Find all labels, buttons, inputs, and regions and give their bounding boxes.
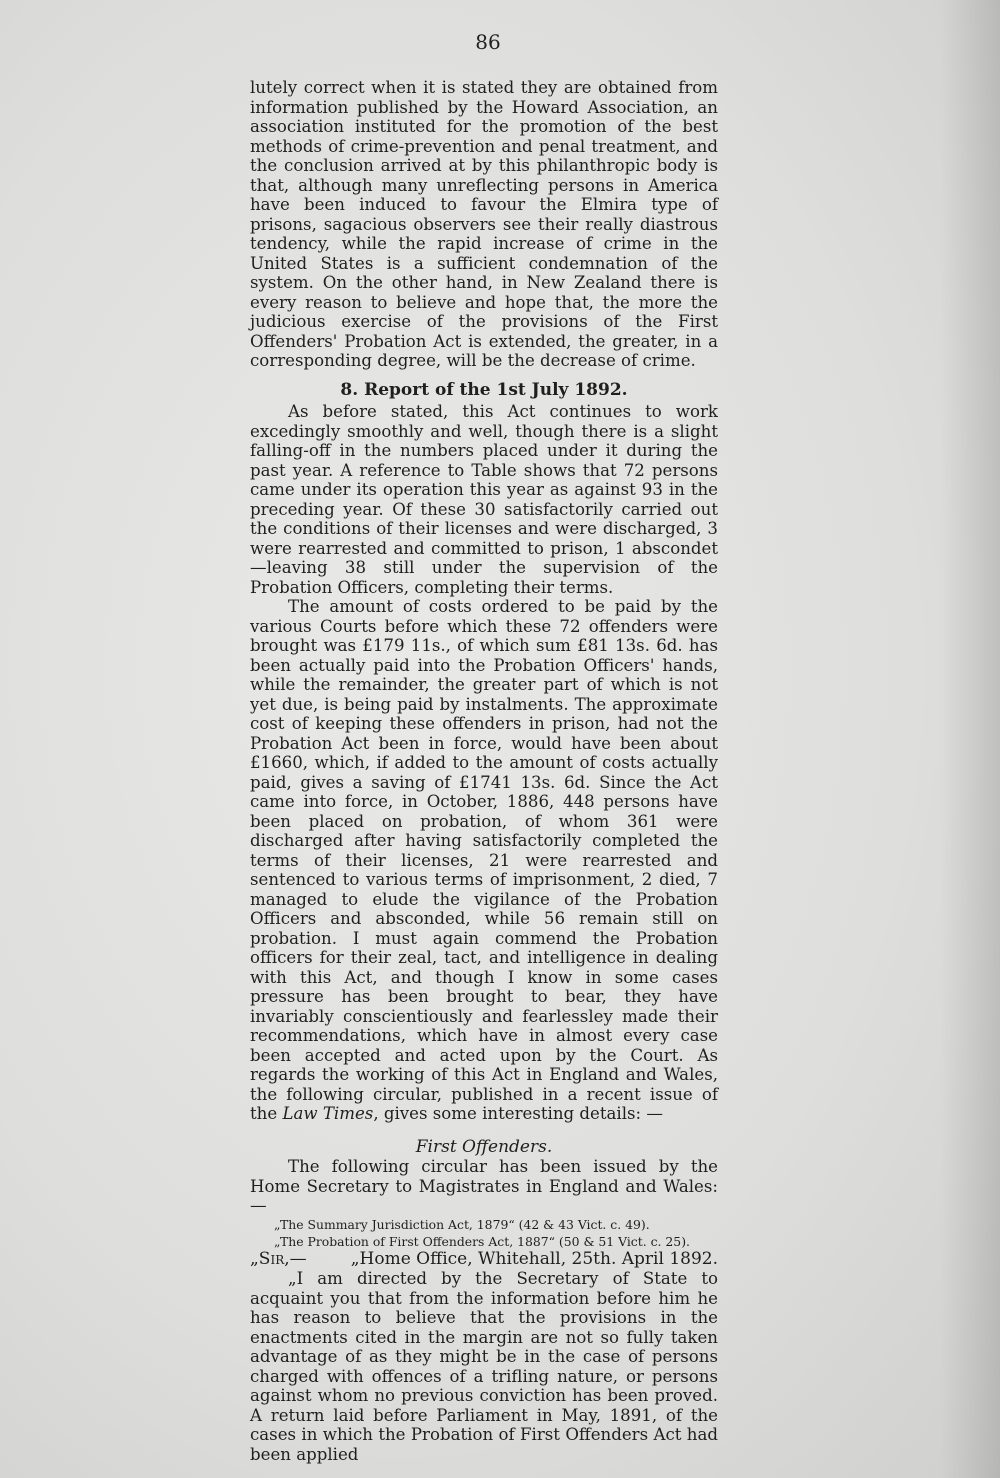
paragraph-5: „I am directed by the Secretary of State to acquaint you that from the information before him he has reason to believe that the provisions in the enactments cited in the margin are not so fully taken advantage of as they might be in the case of persons charged with offences of a trifling nature, or persons against whom no previous conviction has been proved. A return laid before Parliament in May, 1891, of the cases in which the Probation of First Offenders Act had been applied (250, 1269, 718, 1464)
paragraph-2: As before stated, this Act continues to work excedingly smoothly and well, though there is a slight falling-off in the numbers placed under it during the past year. A reference to Table shows that 72 persons came under its operation this year as against 93 in the preceding year. Of these 30 satisfactorily carried out the conditions of their licenses and were discharged, 3 were rearrested and committed to prison, 1 abscondet—leaving 38 still under the supervision of the Probation Officers, completing their terms. (250, 402, 718, 597)
law-times-title: Law Times (282, 1104, 374, 1123)
paragraph-3-text: The amount of costs ordered to be paid by the various Courts before which these 72 offenders were brought was £179 11s., of which sum £81 13s. 6d. has been actually paid into the Probation Officers' hands, while the remainder, the greater part of which is not yet due, is being paid by instalments. The approximate cost of keeping these offenders in prison, had not the Probation Act been in force, would have been about £1660, which, if added to the amount of costs actually paid, gives a saving of £1741 13s. 6d. Since the Act came into force, in October, 1886, 448 persons have been placed on probation, of whom 361 were discharged after having satisfactorily completed the terms of their licenses, 21 were rearrested and sentenced to various terms of imprisonment, 2 died, 7 managed to elude the vigilance of the Probation Officers and absconded, while 56 remain still on probation. I must again commend the Probation officers for their zeal, tact, and intelligence in dealing with this Act, and though I know in some cases pressure has been brought to bear, they have invariably conscientiously and fearlessley made their recommendations, which have in almost every case been accepted and acted upon by the Court. As regards the working of this Act in England and Wales, the following circular, published in a recent issue of the (250, 597, 718, 1123)
page-number: 86 (475, 30, 501, 54)
text-column (250, 78, 718, 1464)
section-heading: 8. Report of the 1st July 1892. (340, 379, 628, 400)
paragraph-3 (250, 597, 718, 1124)
letter-header (250, 1250, 718, 1270)
salutation: „Sir,— (250, 1248, 307, 1269)
page-edge-shadow (940, 0, 1000, 1478)
citation-1: „The Summary Jurisdiction Act, 1879“ (42 & 43 Vict. c. 49). (274, 1216, 650, 1232)
paragraph-4: The following circular has been issued by the Home Secretary to Magistrates in England and Wales: — (250, 1157, 718, 1215)
sub-heading: First Offenders. (415, 1136, 553, 1157)
citation-2: „The Probation of First Offenders Act, 1887“ (50 & 51 Vict. c. 25). (274, 1233, 690, 1249)
paragraph-3-tail: , gives some interesting details: — (373, 1104, 664, 1123)
paragraph-1: lutely correct when it is stated they are obtained from information published by the Howard Association, an association instituted for the promotion of the best methods of crime-prevention and penal treatment, and the conclusion arrived at by this philanthropic body is that, although many unreflecting persons in America have been induced to favour the Elmira type of prisons, sagacious observers see their really diastrous tendency, while the rapid increase of crime in the United States is a sufficient condemnation of the system. On the other hand, in New Zealand there is every reason to believe and hope that, the more the judicious exercise of the provisions of the First Offenders' Probation Act is extended, the greater, in a corresponding degree, will be the decrease of crime. (250, 78, 718, 370)
letter-origin: „Home Office, Whitehall, 25th. April 1892. (350, 1248, 718, 1269)
